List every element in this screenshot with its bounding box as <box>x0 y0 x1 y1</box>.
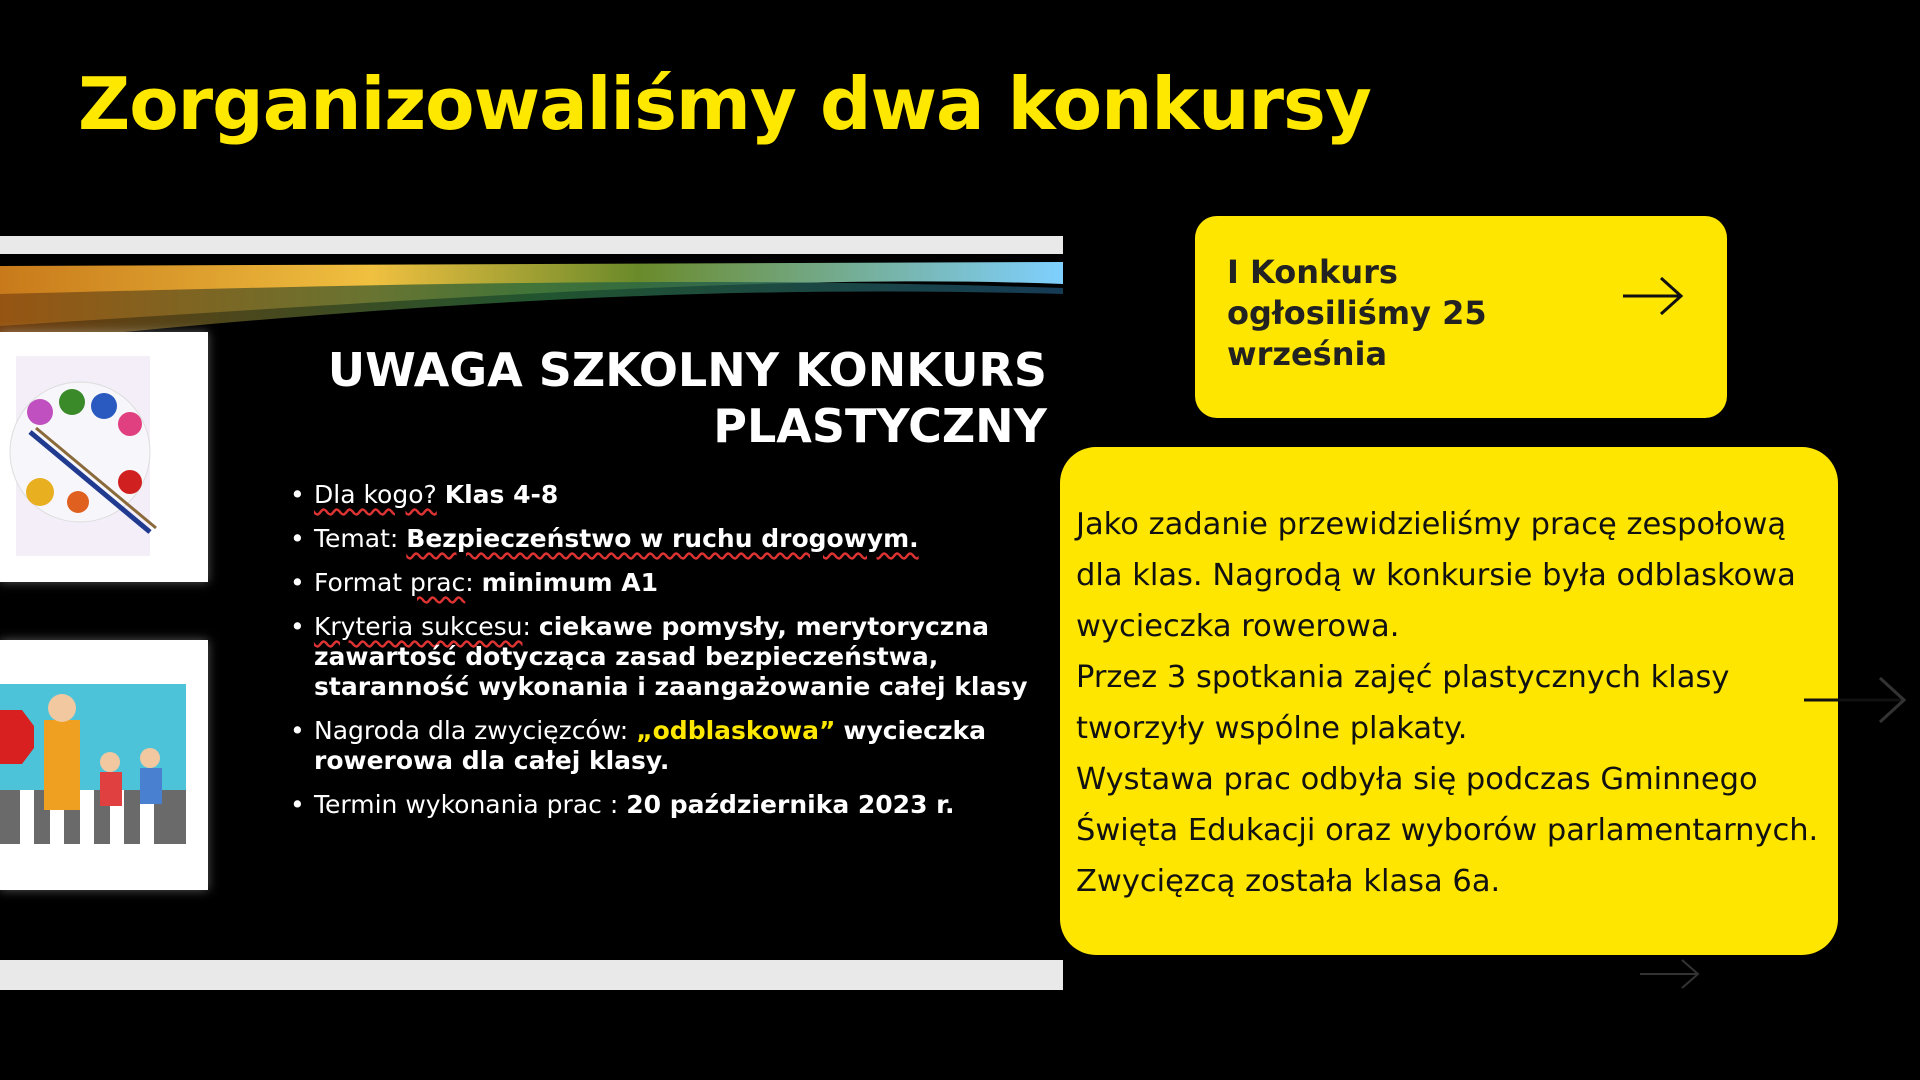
bullet-topic <box>290 524 1050 554</box>
description-paragraph-3: Wystawa prac odbyła się podczas Gminnego Święta Edukacji oraz wyborów parlamentarnych. Zwycięzcą została klasa 6a. <box>1076 762 1819 899</box>
bullet-format <box>290 568 1050 598</box>
bullet-value: Klas 4-8 <box>444 480 559 509</box>
poster-canvas <box>0 254 1063 960</box>
bullet-audience <box>290 480 1050 510</box>
crossing-illustration <box>0 640 208 890</box>
bullet-value: Bezpieczeństwo w ruchu drogowym. <box>406 524 919 553</box>
arrow-right-icon[interactable] <box>1638 956 1704 992</box>
arrow-right-icon[interactable] <box>1804 676 1908 724</box>
bullet-label-underlined: prac <box>410 568 466 597</box>
bullet-value: wycieczka rowerowa dla całej klasy. <box>314 716 986 775</box>
road-safety-image <box>0 640 208 890</box>
description-paragraph-1: Jako zadanie przewidzieliśmy pracę zespołową dla klas. Nagrodą w konkursie była odblaskowa wycieczka rowerowa. <box>1076 507 1796 644</box>
bullet-label-colon: : <box>465 568 474 597</box>
poster-title-line-1: UWAGA SZKOLNY KONKURS <box>327 343 1047 397</box>
contest-announcement-card <box>1195 216 1727 418</box>
bullet-value: 20 października 2023 r. <box>626 790 955 819</box>
paint-palette-image <box>0 332 208 582</box>
bullet-value: ciekawe pomysły, merytoryczna zawartość dotycząca zasad bezpieczeństwa, staranność wykonania i zaangażowanie całej klasy <box>314 612 1028 701</box>
poster-bullet-list <box>290 480 1050 834</box>
bullet-prize <box>290 716 1050 776</box>
card-description-text <box>1076 499 1826 907</box>
bullet-label: Termin wykonania prac : <box>314 790 619 819</box>
slide-title: Zorganizowaliśmy dwa konkursy <box>78 62 1371 146</box>
description-paragraph-2: Przez 3 spotkania zajęć plastycznych klasy tworzyły wspólne plakaty. <box>1076 660 1730 746</box>
arrow-right-icon[interactable] <box>1621 274 1687 318</box>
bullet-highlight: „odblaskowa” <box>636 716 836 745</box>
poster-title <box>328 342 1047 454</box>
bullet-label: Kryteria sukcesu <box>314 612 523 641</box>
card-announcement-text: I Konkurs ogłosiliśmy 25 września <box>1227 253 1487 373</box>
bullet-label: Format <box>314 568 411 597</box>
contest-description-card <box>1060 447 1838 955</box>
bullet-label: Dla kogo? <box>314 480 437 509</box>
bullet-label: Temat: <box>314 524 399 553</box>
bullet-deadline <box>290 790 1050 820</box>
contest-poster-image <box>0 236 1063 990</box>
bullet-value: minimum A1 <box>481 568 658 597</box>
bullet-label: Nagroda dla zwycięzców: <box>314 716 629 745</box>
bullet-criteria <box>290 612 1050 702</box>
bullet-label-colon: : <box>522 612 531 641</box>
poster-title-line-2: PLASTYCZNY <box>713 399 1047 453</box>
palette-illustration <box>0 332 208 582</box>
